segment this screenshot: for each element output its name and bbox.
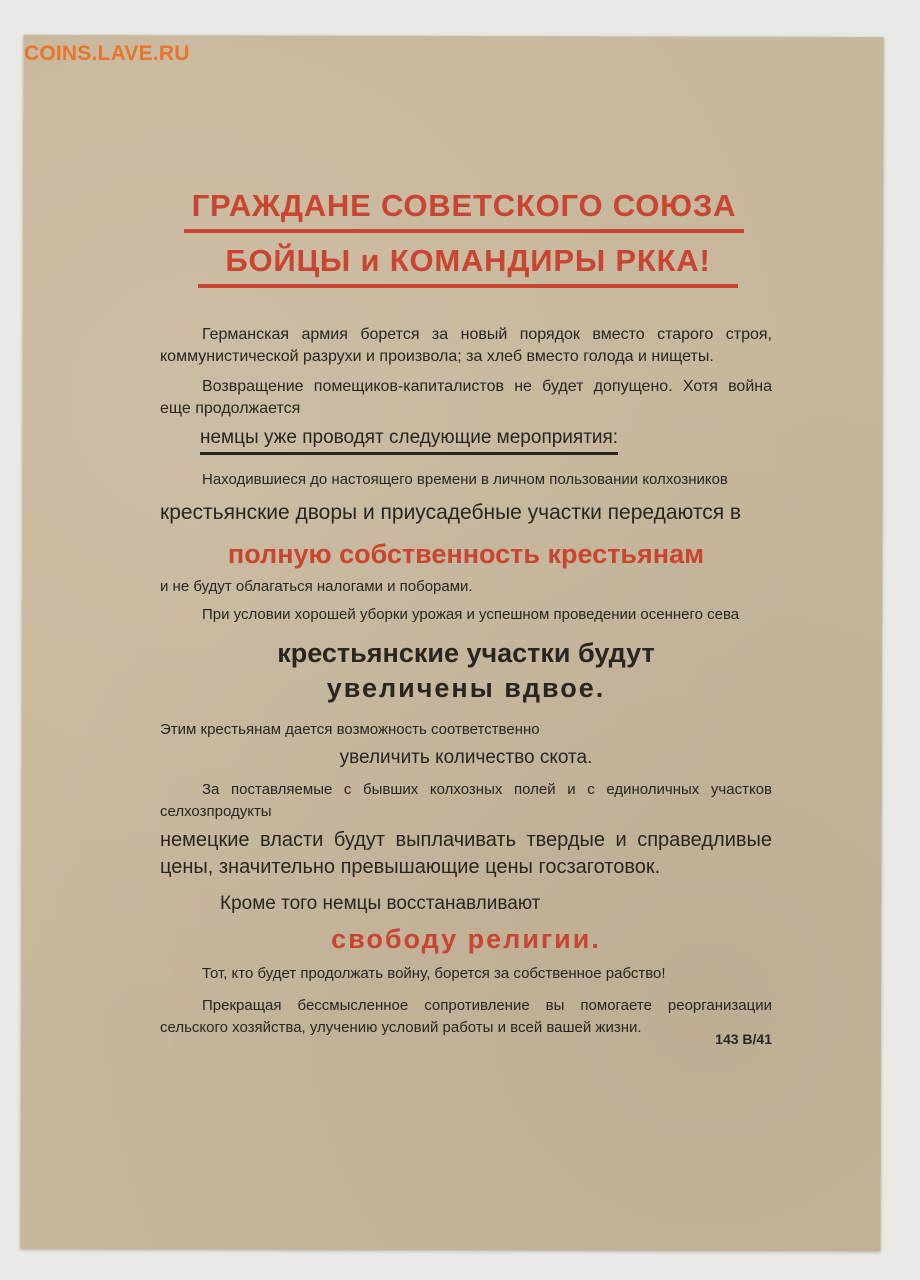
paragraph-livestock: увеличить количество скота.: [339, 746, 593, 768]
paragraph-return-landlords: Возвращение помещиков-капиталистов не будет допущено. Хотя война еще продолжается: [160, 378, 772, 417]
paragraph-courtyards: крестьянские дворы и приусадебные участки передаются в: [160, 501, 742, 524]
paragraph-slavery: Тот, кто будет продолжать войну, борется за собственное рабство!: [202, 964, 666, 982]
big-doubled: увеличены вдвое.: [326, 673, 606, 704]
paragraph-fair-prices: немецкие власти будут выплачивать твердые и справедливые цены, значительно превышающие цены госзаготовок.: [160, 828, 772, 878]
red-full-ownership: полную собственность крестьянам: [227, 539, 705, 569]
paragraph-no-taxes: и не будут облагаться налогами и поборами.: [160, 578, 473, 596]
red-freedom-religion: свободу религии.: [331, 923, 601, 954]
leaflet-content: [160, 150, 772, 1047]
paragraph-harvest: При условии хорошей уборки урожая и успешном проведении осеннего сева: [202, 606, 740, 624]
paragraph-supplies: За поставляемые с бывших колхозных полей и с единоличных участков селхозпродукты: [160, 780, 772, 820]
paragraph-opportunity: Этим крестьянам дается возможность соответственно: [160, 720, 540, 738]
paragraph-personal-use: Находившиеся до настоящего времени в личном пользовании колхозников: [202, 471, 728, 488]
leaflet-number: 143 В/41: [715, 1030, 772, 1047]
headline-soldiers: БОЙЦЫ и КОМАНДИРЫ РККА!: [198, 245, 738, 288]
headline-citizens: ГРАЖДАНЕ СОВЕТСКОГО СОЮЗА: [184, 190, 744, 233]
paragraph-restore: Кроме того немцы восстанавливают: [220, 892, 541, 914]
paragraph-resistance: Прекращая бессмысленное сопротивление вы помогаете реорганизации сельского хозяйства, улучению условий работы и всей вашей жизни.: [160, 996, 772, 1036]
paragraph-german-army: Германская армия борется за новый порядок вместо старого строя, коммунистической разрухи и произвола; за хлеб вместо голода и нищеты.: [160, 326, 772, 365]
underlined-measures: немцы уже проводят следующие мероприятия:: [200, 426, 618, 455]
watermark-text: COINS.LAVE.RU: [24, 42, 190, 65]
big-plots: крестьянские участки будут: [277, 638, 655, 669]
